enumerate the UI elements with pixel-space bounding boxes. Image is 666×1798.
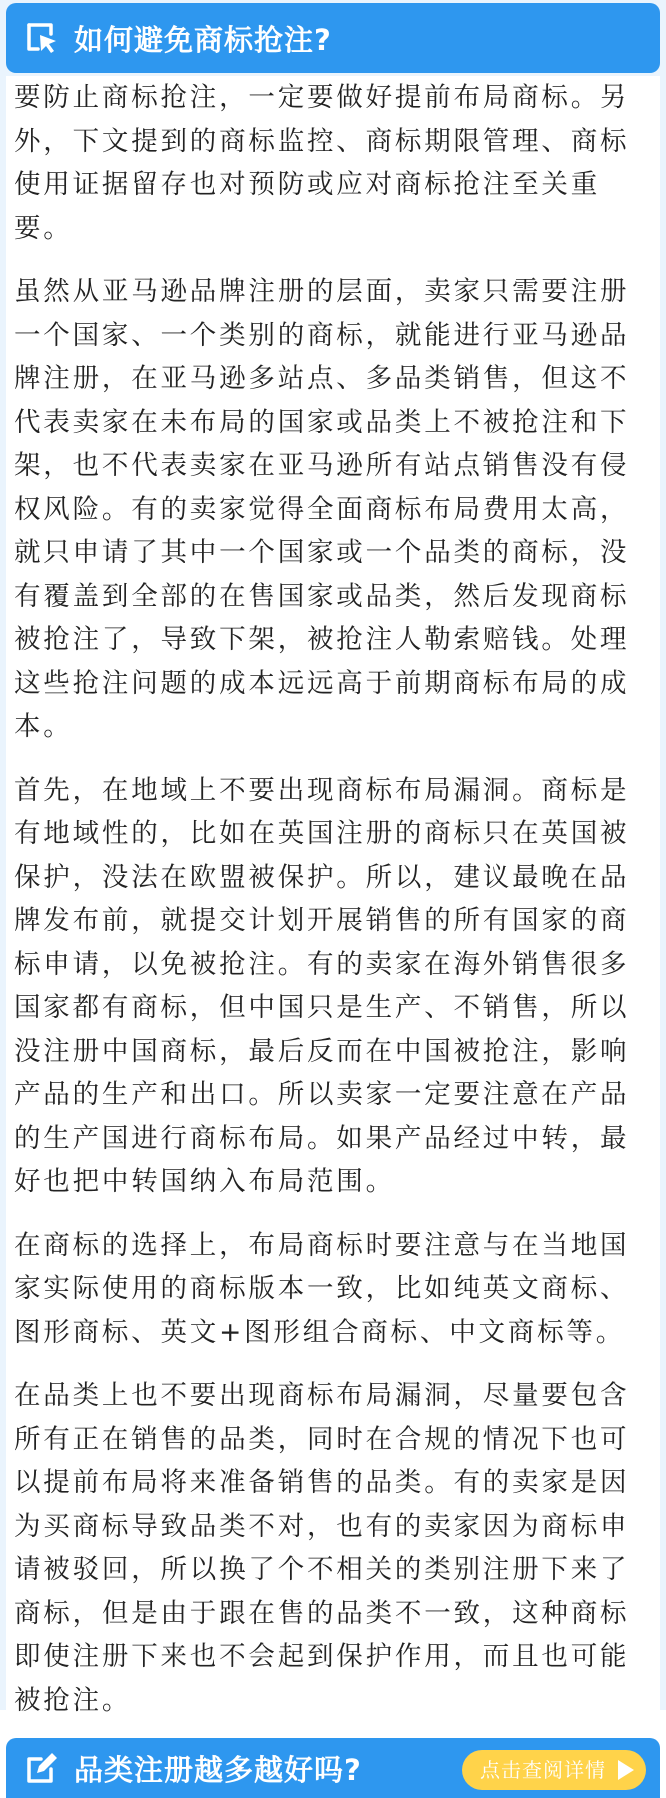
section-header [6, 3, 660, 73]
paragraph: 在品类上也不要出现商标布局漏洞，尽量要包含所有正在销售的品类，同时在合规的情况下也可以提前布局将来准备销售的品类。有的卖家是因为买商标导致品类不对，也有的卖家因为商标申请被驳回，所以换了个不相关的类别注册下来了商标，但是由于跟在售的品类不一致，这种商标即使注册下来也不会起到保护作用，而且也可能被抢注。 [14, 1380, 630, 1716]
view-details-button[interactable] [462, 1750, 646, 1790]
view-details-label: 点击查阅详情 [480, 1758, 606, 1782]
paragraph: 虽然从亚马逊品牌注册的层面，卖家只需要注册一个国家、一个类别的商标，就能进行亚马逊品牌注册，在亚马逊多站点、多品类销售，但这不代表卖家在未布局的国家或品类上不被抢注和下架，也不代表卖家在亚马逊所有站点销售没有侵权风险。有的卖家觉得全面商标布局费用太高，就只申请了其中一个国家或一个品类的商标，没有覆盖到全部的在售国家或品类，然后发现商标被抢注了，导致下架，被抢注人勒索赔钱。处理这些抢注问题的成本远远高于前期商标布局的成本。 [14, 276, 630, 742]
paragraph: 首先，在地域上不要出现商标布局漏洞。商标是有地域性的，比如在英国注册的商标只在英国被保护，没法在欧盟被保护。所以，建议最晚在品牌发布前，就提交计划开展销售的所有国家的商标申请，以免被抢注。有的卖家在海外销售很多国家都有商标，但中国只是生产、不销售，所以没注册中国商标，最后反而在中国被抢注，影响产品的生产和出口。所以卖家一定要注意在产品的生产国进行商标布局。如果产品经过中转，最好也把中转国纳入布局范围。 [14, 774, 630, 1197]
paragraph: 在商标的选择上，布局商标时要注意与在当地国家实际使用的商标版本一致，比如纯英文商标、图形商标、英文+图形组合商标、中文商标等。 [14, 1229, 630, 1348]
cursor-box-icon [24, 20, 60, 56]
paragraph: 要防止商标抢注，一定要做好提前布局商标。另外，下文提到的商标监控、商标期限管理、商标使用证据留存也对预防或应对商标抢注至关重要。 [14, 82, 630, 244]
next-section-title: 品类注册越多越好吗? [74, 1752, 362, 1787]
next-section-header[interactable] [6, 1738, 660, 1798]
article-body [6, 76, 660, 1732]
play-arrow-icon [618, 1760, 634, 1780]
section-title: 如何避免商标抢注? [74, 22, 332, 57]
